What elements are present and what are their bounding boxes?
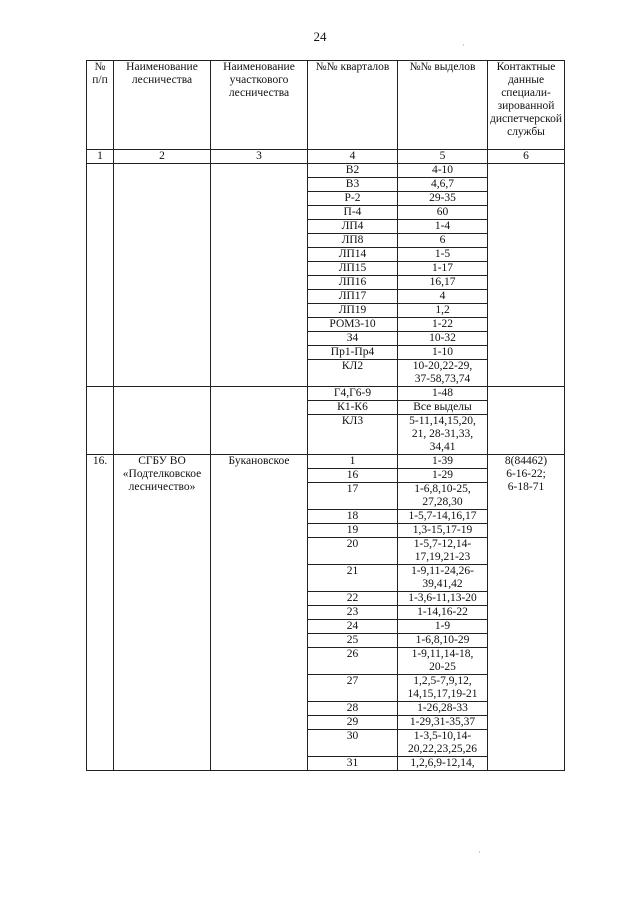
header-forestry: Наименование лесничества: [114, 61, 211, 150]
forestry-cell: [114, 387, 211, 455]
plot-cell: Все выделы: [398, 401, 488, 415]
plot-cell: 1,2: [398, 304, 488, 318]
quarter-cell: 19: [308, 524, 398, 538]
plot-cell: 6: [398, 234, 488, 248]
plot-cell: 1-5: [398, 248, 488, 262]
column-number: 4: [308, 150, 398, 164]
header-contacts: Контактные данные специали-зированной диспетчерской службы: [488, 61, 565, 150]
quarter-cell: ЛП19: [308, 304, 398, 318]
plot-cell: 1-48: [398, 387, 488, 401]
quarter-cell: З4: [308, 332, 398, 346]
row-number-cell: 16.: [87, 455, 114, 771]
plot-cell: 1-6,8,10-29: [398, 634, 488, 648]
scan-speck: ·: [462, 40, 465, 50]
scan-speck: ·: [478, 847, 481, 857]
column-number: 1: [87, 150, 114, 164]
quarter-cell: ЛП8: [308, 234, 398, 248]
quarter-cell: 21: [308, 565, 398, 592]
quarter-cell: ЛП17: [308, 290, 398, 304]
plot-cell: 1-6,8,10-25, 27,28,30: [398, 483, 488, 510]
plot-cell: 1,2,5-7,9,12, 14,15,17,19-21: [398, 675, 488, 702]
quarter-cell: 26: [308, 648, 398, 675]
plot-cell: 1-9: [398, 620, 488, 634]
quarter-cell: Г4,Г6-9: [308, 387, 398, 401]
quarter-cell: В3: [308, 178, 398, 192]
quarter-cell: 30: [308, 730, 398, 757]
quarter-cell: КЛ2: [308, 360, 398, 387]
district-cell: Букановское: [211, 455, 308, 771]
table-row: [87, 387, 565, 401]
quarter-cell: 27: [308, 675, 398, 702]
plot-cell: 1-9,11-24,26- 39,41,42: [398, 565, 488, 592]
quarter-cell: 29: [308, 716, 398, 730]
quarter-cell: 25: [308, 634, 398, 648]
quarter-cell: 1: [308, 455, 398, 469]
district-cell: [211, 164, 308, 387]
column-number: 5: [398, 150, 488, 164]
plot-cell: 1-22: [398, 318, 488, 332]
quarter-cell: К1-К6: [308, 401, 398, 415]
plot-cell: 4,6,7: [398, 178, 488, 192]
quarter-cell: 20: [308, 538, 398, 565]
plot-cell: 1-14,16-22: [398, 606, 488, 620]
forestry-cell: СГБУ ВО «Подтелковское лесничество»: [114, 455, 211, 771]
contacts-cell: [488, 164, 565, 387]
quarter-cell: В2: [308, 164, 398, 178]
quarter-cell: ЛП16: [308, 276, 398, 290]
quarter-cell: РОМ3-10: [308, 318, 398, 332]
quarter-cell: 22: [308, 592, 398, 606]
plot-cell: 16,17: [398, 276, 488, 290]
plot-cell: 1,2,6,9-12,14,: [398, 757, 488, 771]
column-number: 6: [488, 150, 565, 164]
quarter-cell: П-4: [308, 206, 398, 220]
header-plots: №№ выделов: [398, 61, 488, 150]
plot-cell: 10-20,22-29, 37-58,73,74: [398, 360, 488, 387]
header-district: Наименование участкового лесничества: [211, 61, 308, 150]
quarter-cell: 16: [308, 469, 398, 483]
row-number-cell: [87, 164, 114, 387]
plot-cell: 10-32: [398, 332, 488, 346]
forestry-cell: [114, 164, 211, 387]
header-quarters: №№ кварталов: [308, 61, 398, 150]
plot-cell: 60: [398, 206, 488, 220]
plot-cell: 29-35: [398, 192, 488, 206]
column-number: 2: [114, 150, 211, 164]
plot-cell: 1-29,31-35,37: [398, 716, 488, 730]
plot-cell: 1-4: [398, 220, 488, 234]
plot-cell: 1-17: [398, 262, 488, 276]
plot-cell: 1-26,28-33: [398, 702, 488, 716]
quarter-cell: КЛ3: [308, 415, 398, 455]
column-number-row: [87, 150, 565, 164]
plot-cell: 4-10: [398, 164, 488, 178]
plot-cell: 1-39: [398, 455, 488, 469]
quarter-cell: 31: [308, 757, 398, 771]
quarter-cell: Пр1-Пр4: [308, 346, 398, 360]
plot-cell: 1-5,7-12,14- 17,19,21-23: [398, 538, 488, 565]
quarter-cell: ЛП15: [308, 262, 398, 276]
plot-cell: 1-3,5-10,14- 20,22,23,25,26: [398, 730, 488, 757]
quarter-cell: ЛП14: [308, 248, 398, 262]
table-row: [87, 164, 565, 178]
plot-cell: 1,3-15,17-19: [398, 524, 488, 538]
plot-cell: 5-11,14,15,20, 21, 28-31,33, 34,41: [398, 415, 488, 455]
quarter-cell: 18: [308, 510, 398, 524]
quarter-cell: ЛП4: [308, 220, 398, 234]
plot-cell: 1-3,6-11,13-20: [398, 592, 488, 606]
contacts-cell: [488, 387, 565, 455]
plot-cell: 1-5,7-14,16,17: [398, 510, 488, 524]
district-cell: [211, 387, 308, 455]
table-header-row: [87, 61, 565, 150]
plot-cell: 1-9,11,14-18, 20-25: [398, 648, 488, 675]
quarter-cell: 24: [308, 620, 398, 634]
quarter-cell: 23: [308, 606, 398, 620]
plot-cell: 4: [398, 290, 488, 304]
column-number: 3: [211, 150, 308, 164]
contacts-cell: 8(84462) 6-16-22; 6-18-71: [488, 455, 565, 771]
quarter-cell: 28: [308, 702, 398, 716]
page-number: 24: [313, 29, 327, 44]
table-row: [87, 455, 565, 469]
header-num: № п/п: [87, 61, 114, 150]
plot-cell: 1-29: [398, 469, 488, 483]
plot-cell: 1-10: [398, 346, 488, 360]
forestry-table: [86, 60, 565, 771]
quarter-cell: Р-2: [308, 192, 398, 206]
quarter-cell: 17: [308, 483, 398, 510]
row-number-cell: [87, 387, 114, 455]
